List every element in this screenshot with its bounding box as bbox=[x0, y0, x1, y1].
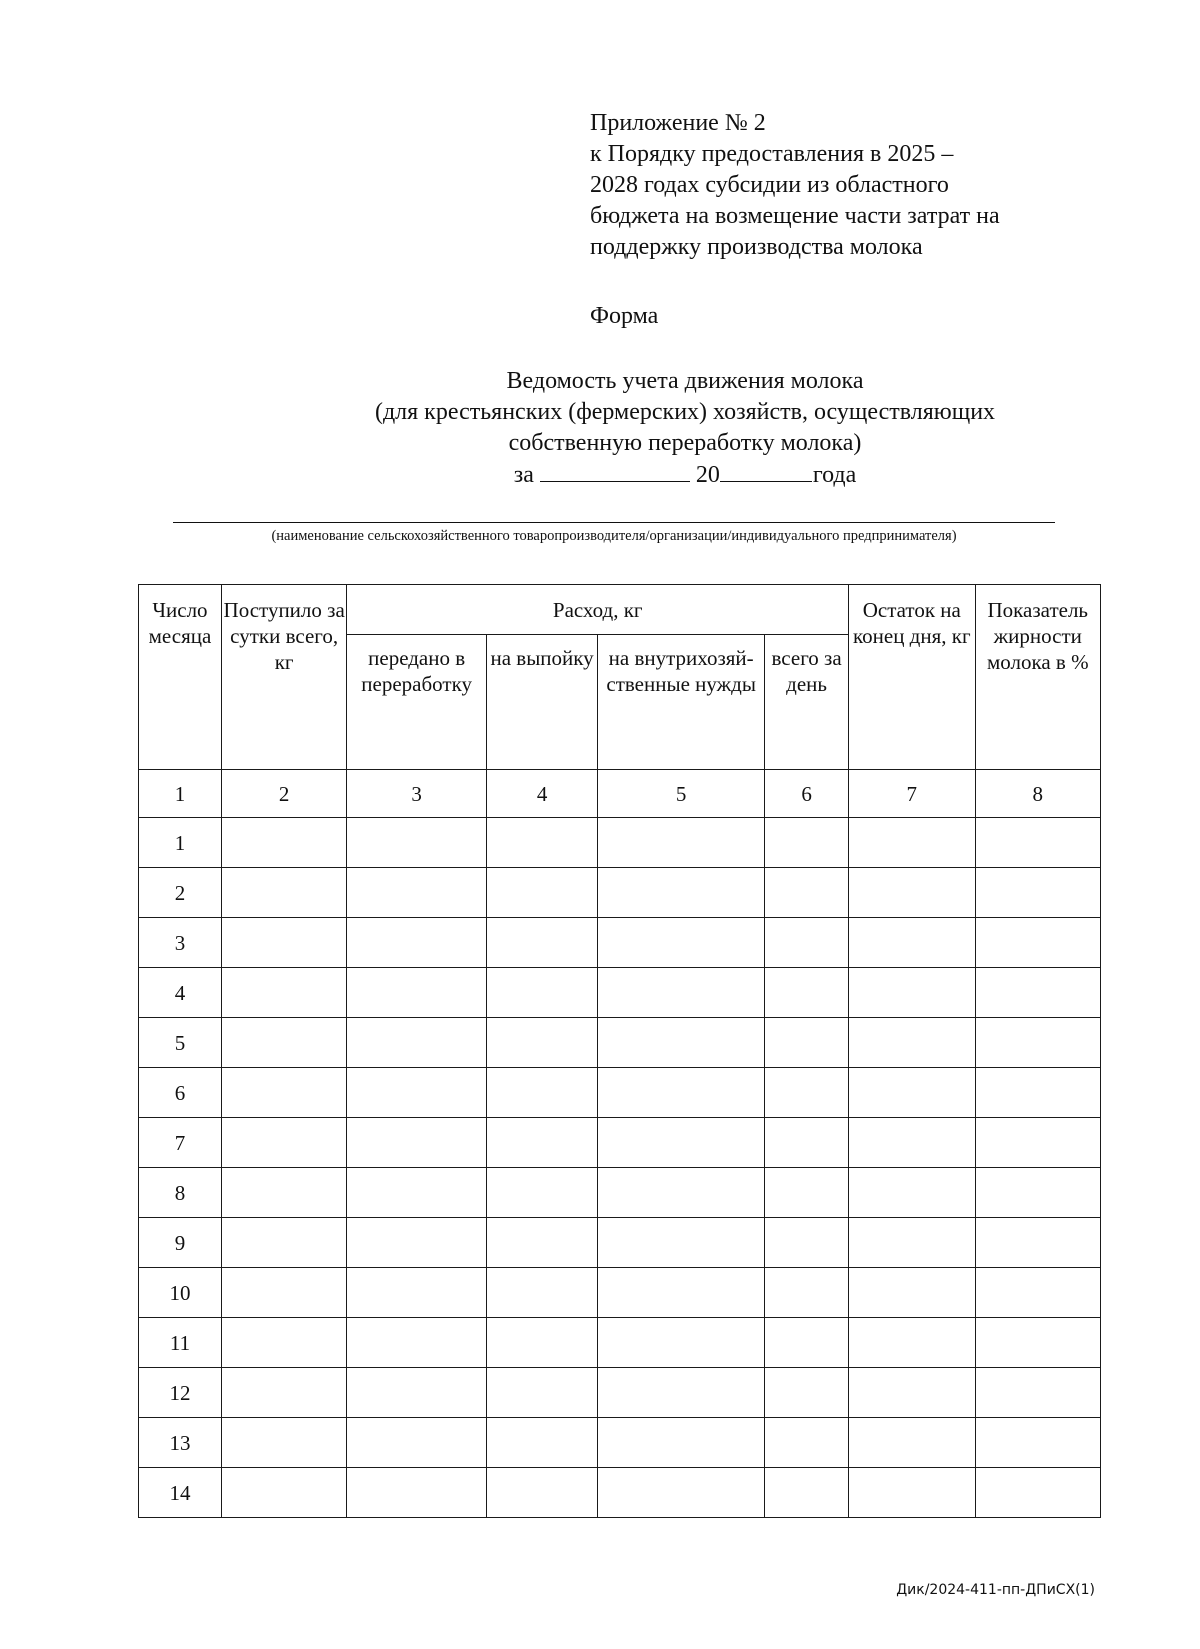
total-cell[interactable] bbox=[765, 1468, 849, 1518]
fat-content-cell[interactable] bbox=[975, 1118, 1100, 1168]
annex-line: 2028 годах субсидии из областного bbox=[590, 172, 949, 198]
received-cell[interactable] bbox=[221, 1068, 346, 1118]
total-cell[interactable] bbox=[765, 1418, 849, 1468]
annex-line: к Порядку предоставления в 2025 – bbox=[590, 141, 954, 167]
table-row bbox=[139, 1418, 1101, 1468]
balance-cell[interactable] bbox=[849, 1118, 975, 1168]
producer-name-caption: (наименование сельскохозяйственного товаропроизводителя/организации/индивидуального предпринимателя) bbox=[271, 528, 957, 544]
feeding-cell[interactable] bbox=[486, 1418, 597, 1468]
received-cell[interactable] bbox=[221, 1268, 346, 1318]
internal-needs-cell[interactable] bbox=[598, 1318, 765, 1368]
day-number: 6 bbox=[139, 1068, 222, 1118]
received-cell[interactable] bbox=[221, 918, 346, 968]
day-number: 11 bbox=[139, 1318, 222, 1368]
producer-name-line[interactable] bbox=[173, 522, 1055, 523]
internal-needs-cell[interactable] bbox=[598, 1168, 765, 1218]
feeding-cell[interactable] bbox=[486, 1218, 597, 1268]
header-received-per-day: Поступило за сутки всего, кг bbox=[221, 585, 346, 770]
fat-content-cell[interactable] bbox=[975, 1218, 1100, 1268]
column-number: 1 bbox=[139, 770, 222, 818]
table-row bbox=[139, 1218, 1101, 1268]
fat-content-cell[interactable] bbox=[975, 1268, 1100, 1318]
total-cell[interactable] bbox=[765, 1068, 849, 1118]
balance-cell[interactable] bbox=[849, 1068, 975, 1118]
feeding-cell[interactable] bbox=[486, 1068, 597, 1118]
received-cell[interactable] bbox=[221, 1218, 346, 1268]
to-processing-cell[interactable] bbox=[347, 1468, 487, 1518]
to-processing-cell[interactable] bbox=[347, 1168, 487, 1218]
day-number: 7 bbox=[139, 1118, 222, 1168]
to-processing-cell[interactable] bbox=[347, 1418, 487, 1468]
day-number: 2 bbox=[139, 868, 222, 918]
table-row bbox=[139, 1318, 1101, 1368]
received-cell[interactable] bbox=[221, 1368, 346, 1418]
header-to-processing: передано в переработку bbox=[347, 635, 487, 770]
fat-content-cell[interactable] bbox=[975, 1368, 1100, 1418]
day-number: 5 bbox=[139, 1018, 222, 1068]
balance-cell[interactable] bbox=[849, 1318, 975, 1368]
column-number: 8 bbox=[975, 770, 1100, 818]
to-processing-cell[interactable] bbox=[347, 1268, 487, 1318]
to-processing-cell[interactable] bbox=[347, 1018, 487, 1068]
column-number: 7 bbox=[849, 770, 975, 818]
document-code: Дик/2024-411-пп-ДПиСХ(1) bbox=[896, 1582, 1095, 1598]
fat-content-cell[interactable] bbox=[975, 1018, 1100, 1068]
month-blank-field[interactable] bbox=[540, 459, 690, 482]
column-number: 5 bbox=[598, 770, 765, 818]
internal-needs-cell[interactable] bbox=[598, 1368, 765, 1418]
year-blank-field[interactable] bbox=[720, 459, 812, 482]
to-processing-cell[interactable] bbox=[347, 868, 487, 918]
header-end-of-day-balance: Остаток на конец дня, кг bbox=[849, 585, 975, 770]
reporting-period bbox=[160, 459, 1200, 491]
table-row bbox=[139, 918, 1101, 968]
document-title bbox=[160, 366, 1200, 491]
received-cell[interactable] bbox=[221, 1318, 346, 1368]
total-cell[interactable] bbox=[765, 968, 849, 1018]
received-cell[interactable] bbox=[221, 1118, 346, 1168]
fat-content-cell[interactable] bbox=[975, 868, 1100, 918]
day-number: 3 bbox=[139, 918, 222, 968]
feeding-cell[interactable] bbox=[486, 918, 597, 968]
fat-content-cell[interactable] bbox=[975, 968, 1100, 1018]
to-processing-cell[interactable] bbox=[347, 918, 487, 968]
header-expense-group: Расход, кг bbox=[347, 585, 849, 635]
annex-line: поддержку производства молока bbox=[590, 234, 923, 260]
fat-content-cell[interactable] bbox=[975, 1418, 1100, 1468]
day-number: 14 bbox=[139, 1468, 222, 1518]
day-number: 13 bbox=[139, 1418, 222, 1468]
internal-needs-cell[interactable] bbox=[598, 1218, 765, 1268]
header-day-of-month: Число месяца bbox=[139, 585, 222, 770]
total-cell[interactable] bbox=[765, 1118, 849, 1168]
balance-cell[interactable] bbox=[849, 968, 975, 1018]
annex-reference bbox=[590, 108, 1110, 263]
header-row bbox=[139, 585, 1101, 635]
internal-needs-cell[interactable] bbox=[598, 1018, 765, 1068]
to-processing-cell[interactable] bbox=[347, 1118, 487, 1168]
fat-content-cell[interactable] bbox=[975, 1168, 1100, 1218]
table-row bbox=[139, 1118, 1101, 1168]
table-row bbox=[139, 1468, 1101, 1518]
balance-cell[interactable] bbox=[849, 1168, 975, 1218]
to-processing-cell[interactable] bbox=[347, 1068, 487, 1118]
annex-line: Приложение № 2 bbox=[590, 110, 766, 136]
to-processing-cell[interactable] bbox=[347, 818, 487, 868]
to-processing-cell[interactable] bbox=[347, 1368, 487, 1418]
received-cell[interactable] bbox=[221, 1018, 346, 1068]
fat-content-cell[interactable] bbox=[975, 1468, 1100, 1518]
total-cell[interactable] bbox=[765, 868, 849, 918]
day-number: 4 bbox=[139, 968, 222, 1018]
table-row bbox=[139, 818, 1101, 868]
feeding-cell[interactable] bbox=[486, 1118, 597, 1168]
fat-content-cell[interactable] bbox=[975, 1068, 1100, 1118]
day-rows bbox=[139, 818, 1101, 1518]
column-number: 2 bbox=[221, 770, 346, 818]
title-line: собственную переработку молока) bbox=[508, 430, 862, 456]
to-processing-cell[interactable] bbox=[347, 1218, 487, 1268]
column-number: 4 bbox=[486, 770, 597, 818]
balance-cell[interactable] bbox=[849, 1468, 975, 1518]
fat-content-cell[interactable] bbox=[975, 1318, 1100, 1368]
title-line: Ведомость учета движения молока bbox=[506, 368, 864, 394]
total-cell[interactable] bbox=[765, 1168, 849, 1218]
day-number: 12 bbox=[139, 1368, 222, 1418]
balance-cell[interactable] bbox=[849, 1418, 975, 1468]
table-row bbox=[139, 968, 1101, 1018]
balance-cell[interactable] bbox=[849, 918, 975, 968]
milk-movement-table bbox=[138, 584, 1101, 1518]
total-cell[interactable] bbox=[765, 1318, 849, 1368]
received-cell[interactable] bbox=[221, 1418, 346, 1468]
period-year-prefix: 20 bbox=[695, 462, 720, 488]
total-cell[interactable] bbox=[765, 1218, 849, 1268]
balance-cell[interactable] bbox=[849, 818, 975, 868]
internal-needs-cell[interactable] bbox=[598, 1118, 765, 1168]
internal-needs-cell[interactable] bbox=[598, 918, 765, 968]
table-row bbox=[139, 1018, 1101, 1068]
balance-cell[interactable] bbox=[849, 1218, 975, 1268]
received-cell[interactable] bbox=[221, 1468, 346, 1518]
total-cell[interactable] bbox=[765, 1268, 849, 1318]
received-cell[interactable] bbox=[221, 868, 346, 918]
title-line: (для крестьянских (фермерских) хозяйств, осуществляющих bbox=[374, 399, 996, 425]
total-cell[interactable] bbox=[765, 818, 849, 868]
received-cell[interactable] bbox=[221, 818, 346, 868]
day-number: 9 bbox=[139, 1218, 222, 1268]
feeding-cell[interactable] bbox=[486, 1268, 597, 1318]
feeding-cell[interactable] bbox=[486, 1018, 597, 1068]
received-cell[interactable] bbox=[221, 968, 346, 1018]
day-number: 1 bbox=[139, 818, 222, 868]
column-number: 6 bbox=[765, 770, 849, 818]
balance-cell[interactable] bbox=[849, 1018, 975, 1068]
to-processing-cell[interactable] bbox=[347, 968, 487, 1018]
header-total-per-day: всего за день bbox=[765, 635, 849, 770]
header-internal-needs: на внутрихозяй-ственные нужды bbox=[598, 635, 765, 770]
internal-needs-cell[interactable] bbox=[598, 968, 765, 1018]
column-number: 3 bbox=[347, 770, 487, 818]
day-number: 8 bbox=[139, 1168, 222, 1218]
form-label: Форма bbox=[590, 303, 659, 329]
table-row bbox=[139, 868, 1101, 918]
internal-needs-cell[interactable] bbox=[598, 868, 765, 918]
total-cell[interactable] bbox=[765, 1368, 849, 1418]
feeding-cell[interactable] bbox=[486, 1168, 597, 1218]
feeding-cell[interactable] bbox=[486, 1368, 597, 1418]
table-row bbox=[139, 1168, 1101, 1218]
internal-needs-cell[interactable] bbox=[598, 1268, 765, 1318]
fat-content-cell[interactable] bbox=[975, 918, 1100, 968]
received-cell[interactable] bbox=[221, 1168, 346, 1218]
column-number-row bbox=[139, 770, 1101, 818]
feeding-cell[interactable] bbox=[486, 1468, 597, 1518]
to-processing-cell[interactable] bbox=[347, 1318, 487, 1368]
balance-cell[interactable] bbox=[849, 868, 975, 918]
feeding-cell[interactable] bbox=[486, 1318, 597, 1368]
internal-needs-cell[interactable] bbox=[598, 1418, 765, 1468]
internal-needs-cell[interactable] bbox=[598, 1068, 765, 1118]
day-number: 10 bbox=[139, 1268, 222, 1318]
table-row bbox=[139, 1368, 1101, 1418]
header-fat-content: Показатель жирности молока в % bbox=[975, 585, 1100, 770]
feeding-cell[interactable] bbox=[486, 818, 597, 868]
annex-line: бюджета на возмещение части затрат на bbox=[590, 203, 1000, 229]
table-row bbox=[139, 1268, 1101, 1318]
table-row bbox=[139, 1068, 1101, 1118]
fat-content-cell[interactable] bbox=[975, 818, 1100, 868]
balance-cell[interactable] bbox=[849, 1268, 975, 1318]
total-cell[interactable] bbox=[765, 918, 849, 968]
feeding-cell[interactable] bbox=[486, 968, 597, 1018]
internal-needs-cell[interactable] bbox=[598, 1468, 765, 1518]
header-for-feeding: на выпойку bbox=[486, 635, 597, 770]
internal-needs-cell[interactable] bbox=[598, 818, 765, 868]
feeding-cell[interactable] bbox=[486, 868, 597, 918]
period-prefix: за bbox=[513, 462, 534, 488]
total-cell[interactable] bbox=[765, 1018, 849, 1068]
period-suffix: года bbox=[812, 462, 857, 488]
balance-cell[interactable] bbox=[849, 1368, 975, 1418]
